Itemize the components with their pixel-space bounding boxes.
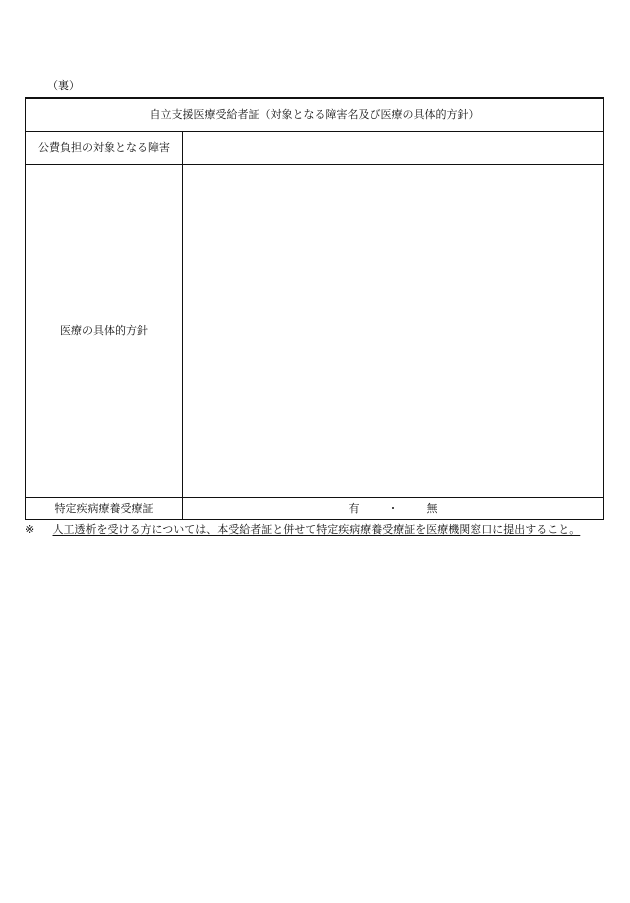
availability-yes[interactable]: 有 [348,501,360,515]
disorder-row [26,132,604,165]
table-title-row [26,98,604,132]
specified-disease-label: 特定疾病療養受療証 [26,498,183,520]
medical-policy-row [26,165,604,498]
availability-no[interactable]: 無 [426,501,438,515]
table-title: 自立支援医療受給者証（対象となる障害名及び医療の具体的方針） [26,98,604,132]
note-text: 人工透析を受ける方については、本受給者証と併せて特定疾病療養受療証を医療機関窓口に提出すること。 [52,523,581,536]
disorder-value-field[interactable] [183,132,604,165]
availability-separator: ・ [387,501,399,515]
note-mark: ※ [25,523,35,536]
specified-disease-row [26,498,604,520]
medical-certificate-table [25,97,604,520]
availability-options [349,502,438,516]
page-side-label: （裏） [47,79,80,92]
medical-policy-label: 医療の具体的方針 [26,165,183,498]
availability-cell [183,498,604,520]
disorder-label: 公費負担の対象となる障害 [26,132,183,165]
medical-policy-field[interactable] [183,165,604,498]
dialysis-note [25,523,603,537]
